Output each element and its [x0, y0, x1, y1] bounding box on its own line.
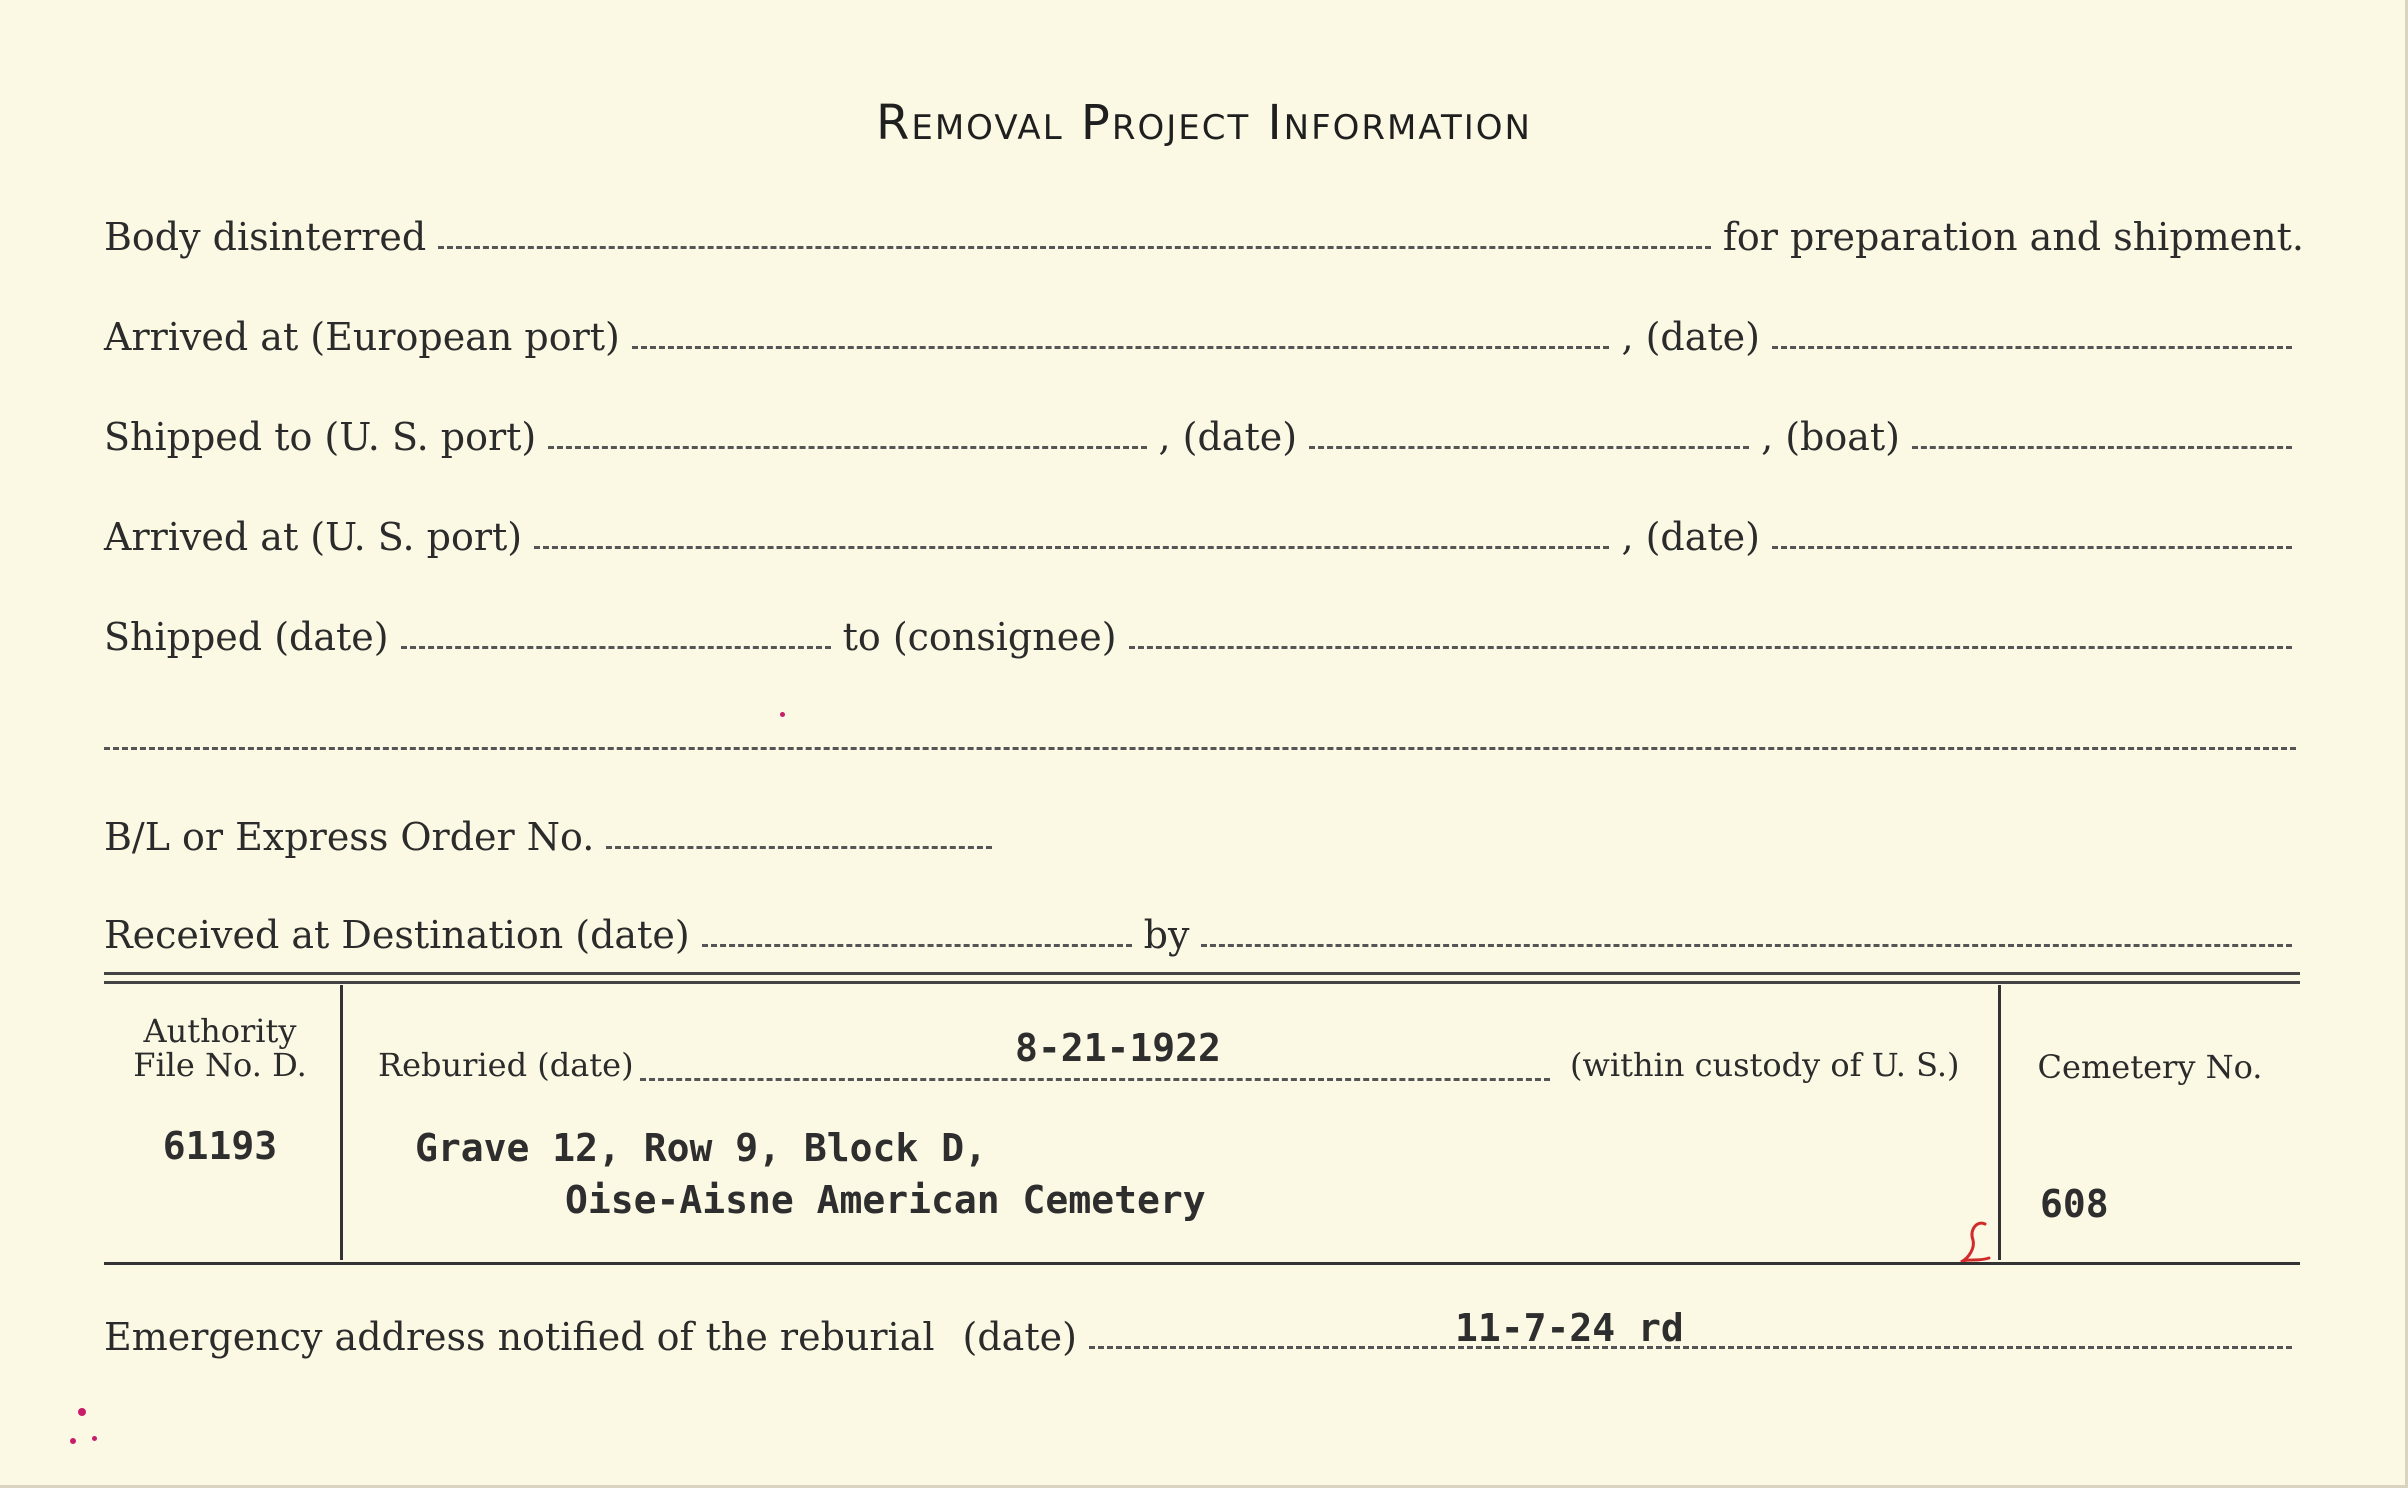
- reburied-date-label: Reburied (date): [378, 1046, 634, 1084]
- arrived-us-date-field[interactable]: [1772, 546, 2292, 549]
- bl-express-order-field[interactable]: [606, 846, 992, 849]
- body-disinterred-field[interactable]: [438, 246, 1711, 249]
- consignee-label: to (consignee): [842, 615, 1117, 659]
- reburied-date-field[interactable]: [640, 1078, 1550, 1081]
- emergency-address-label: Emergency address notified of the reburial: [104, 1315, 935, 1359]
- consignee-continuation-line[interactable]: [104, 747, 2296, 750]
- body-disinterred-label: Body disinterred: [104, 215, 427, 259]
- reburied-date-value: 8-21-1922: [1015, 1026, 1221, 1070]
- european-port-field[interactable]: [632, 346, 1610, 349]
- shipped-date-field[interactable]: [401, 646, 831, 649]
- authority-divider: [340, 985, 343, 1260]
- grave-location-line-1: Grave 12, Row 9, Block D,: [415, 1126, 987, 1170]
- emergency-date-field[interactable]: [1089, 1346, 2292, 1349]
- custody-label: (within custody of U. S.): [1570, 1046, 1960, 1084]
- consignee-field[interactable]: [1129, 646, 2292, 649]
- row-bl-express-order: [104, 805, 1004, 865]
- grave-location-line-2: Oise-Aisne American Cemetery: [565, 1178, 1206, 1222]
- authority-file-number: 61193: [162, 1124, 278, 1168]
- shipped-boat-label: , (boat): [1761, 415, 1900, 459]
- row-arrived-us-port: [104, 505, 2304, 565]
- ink-speck: [78, 1408, 86, 1416]
- arrived-european-port-label: Arrived at (European port): [104, 315, 620, 359]
- ink-speck: [780, 712, 785, 717]
- file-no-label: File No. D.: [133, 1046, 307, 1084]
- reburial-box-bottom-rule: [104, 1262, 2300, 1265]
- shipped-us-date-label: , (date): [1158, 415, 1298, 459]
- emergency-date-value: 11-7-24 rd: [1455, 1306, 1684, 1350]
- shipped-boat-field[interactable]: [1912, 446, 2292, 449]
- arrived-us-port-field[interactable]: [534, 546, 1609, 549]
- authority-label: Authority: [143, 1012, 297, 1050]
- shipped-us-date-field[interactable]: [1309, 446, 1749, 449]
- shipped-date-label: Shipped (date): [104, 615, 389, 659]
- received-date-field[interactable]: [702, 944, 1132, 947]
- arrived-european-date-field[interactable]: [1772, 346, 2292, 349]
- ink-speck: [70, 1438, 76, 1444]
- cemetery-no-label: Cemetery No.: [2037, 1048, 2263, 1086]
- received-by-field[interactable]: [1201, 944, 2292, 947]
- row-emergency-address: [104, 1305, 2304, 1365]
- row-shipped-consignee: [104, 605, 2304, 665]
- section-double-rule: [104, 972, 2300, 984]
- red-check-mark-icon: [1955, 1218, 1995, 1268]
- shipped-us-port-field[interactable]: [548, 446, 1146, 449]
- bl-express-order-label: B/L or Express Order No.: [104, 815, 595, 859]
- ink-speck: [92, 1436, 97, 1441]
- emergency-date-label: (date): [962, 1315, 1077, 1359]
- preparation-shipment-label: for preparation and shipment.: [1722, 215, 2304, 259]
- cemetery-number: 608: [2040, 1182, 2109, 1226]
- row-arrived-european-port: [104, 305, 2304, 365]
- received-destination-label: Received at Destination (date): [104, 913, 690, 957]
- arrived-us-date-label: , (date): [1621, 515, 1760, 559]
- cemetery-divider: [1998, 985, 2001, 1260]
- card-title: Removal Project Information: [876, 95, 1532, 151]
- row-body-disinterred: [104, 205, 2304, 265]
- received-by-label: by: [1143, 913, 1190, 957]
- row-shipped-us-port: [104, 405, 2304, 465]
- arrived-european-date-label: , (date): [1621, 315, 1760, 359]
- shipped-us-port-label: Shipped to (U. S. port): [104, 415, 537, 459]
- arrived-us-port-label: Arrived at (U. S. port): [104, 515, 523, 559]
- row-received-destination: [104, 903, 2304, 963]
